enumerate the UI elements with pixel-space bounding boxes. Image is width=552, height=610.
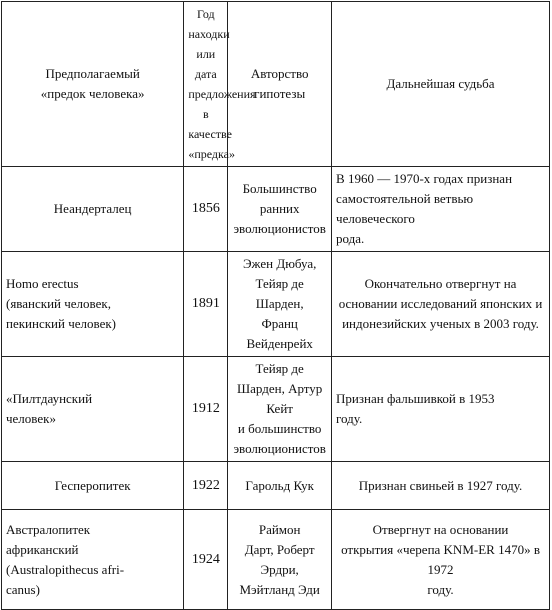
header-row: [2, 2, 550, 167]
fate-cell: Признан фальшивкой в 1953 году.: [332, 357, 550, 462]
year-cell: 1912: [184, 357, 228, 462]
fate-cell: Окончательно отвергнут на основании исследований японских и индонезийских ученых в 2003 году.: [332, 252, 550, 357]
candidate-cell: Австралопитек африканский (Australopithecus afri- canus): [2, 510, 184, 610]
fate-cell: В 1960 — 1970-х годах признан самостоятельной ветвью человеческого рода.: [332, 167, 550, 252]
authors-cell: Гарольд Кук: [228, 462, 332, 510]
candidate-cell: Гесперопитек: [2, 462, 184, 510]
candidate-cell: Homo erectus (яванский человек, пекинский человек): [2, 252, 184, 357]
header-fate: Дальнейшая судьба: [332, 2, 550, 167]
authors-cell: Большинство ранних эволюционистов: [228, 167, 332, 252]
candidate-cell: Неандерталец: [2, 167, 184, 252]
table-row: [2, 462, 550, 510]
authors-cell: Раймон Дарт, Роберт Эрдри, Мэйтланд Эди: [228, 510, 332, 610]
year-cell: 1891: [184, 252, 228, 357]
authors-cell: Эжен Дюбуа, Тейяр де Шарден, Франц Вейденрейх: [228, 252, 332, 357]
table-row: [2, 252, 550, 357]
year-cell: 1922: [184, 462, 228, 510]
authors-cell: Тейяр де Шарден, Артур Кейт и большинство эволюционистов: [228, 357, 332, 462]
table-row: [2, 510, 550, 610]
fate-cell: Отвергнут на основании открытия «черепа KNM-ER 1470» в 1972 году.: [332, 510, 550, 610]
ancestor-candidates-table: [1, 1, 550, 610]
candidate-cell: «Пилтдаунский человек»: [2, 357, 184, 462]
year-cell: 1856: [184, 167, 228, 252]
header-candidate: Предполагаемый «предок человека»: [2, 2, 184, 167]
table-row: [2, 357, 550, 462]
year-cell: 1924: [184, 510, 228, 610]
table-row: [2, 167, 550, 252]
header-year: Год находки или дата предложения в качестве «предка»: [184, 2, 228, 167]
header-authors: Авторство гипотезы: [228, 2, 332, 167]
fate-cell: Признан свиньей в 1927 году.: [332, 462, 550, 510]
